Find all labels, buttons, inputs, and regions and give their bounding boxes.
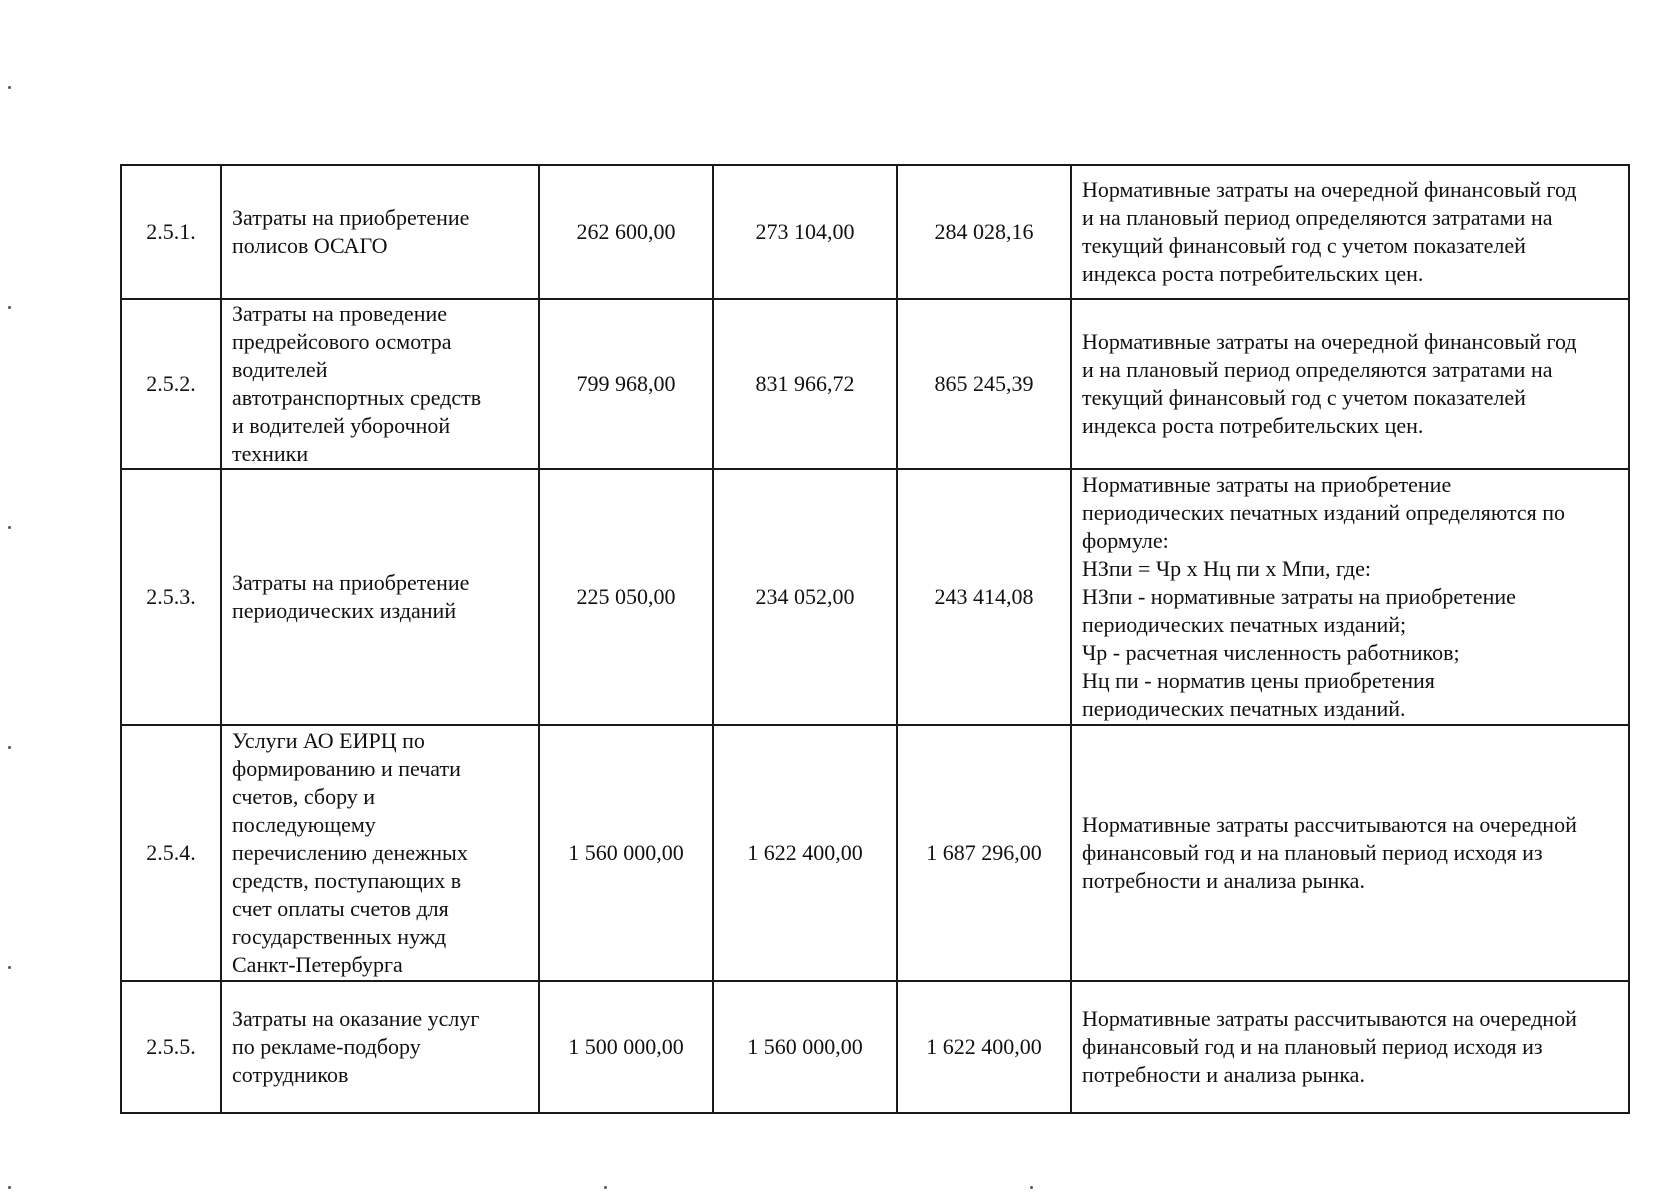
scan-speck <box>8 306 11 309</box>
justification-cell <box>1071 725 1629 981</box>
amount-year-2-cell: 831 966,72 <box>713 299 897 469</box>
table-row <box>121 165 1629 299</box>
item-number-cell: 2.5.5. <box>121 981 221 1113</box>
scan-speck <box>8 966 11 969</box>
justification-line: периодических печатных изданий. <box>1082 696 1406 721</box>
scan-speck <box>8 1186 11 1189</box>
item-name-line: Затраты на оказание услуг <box>232 1006 480 1031</box>
justification-line: индекса роста потребительских цен. <box>1082 261 1424 286</box>
item-name-cell <box>221 725 539 981</box>
item-name-cell <box>221 469 539 725</box>
table-body <box>121 165 1629 1113</box>
item-name-line: последующему <box>232 812 376 837</box>
amount-year-1-cell: 799 968,00 <box>539 299 713 469</box>
justification-line: Нормативные затраты рассчитываются на очередной <box>1082 1006 1577 1031</box>
amount-year-3-cell: 243 414,08 <box>897 469 1071 725</box>
justification-line: периодических печатных изданий определяются по <box>1082 500 1566 525</box>
justification-line: потребности и анализа рынка. <box>1082 868 1365 893</box>
amount-year-1-cell: 262 600,00 <box>539 165 713 299</box>
scan-speck <box>8 526 11 529</box>
item-name-cell <box>221 299 539 469</box>
cost-table <box>120 164 1630 1114</box>
table-row <box>121 299 1629 469</box>
item-name-line: Затраты на проведение <box>232 301 448 326</box>
amount-year-1-cell: 1 560 000,00 <box>539 725 713 981</box>
item-name-line: водителей <box>232 357 328 382</box>
justification-cell <box>1071 469 1629 725</box>
item-number-cell: 2.5.1. <box>121 165 221 299</box>
item-name-line: формированию и печати <box>232 756 461 781</box>
justification-line: НЗпи - нормативные затраты на приобретение <box>1082 584 1516 609</box>
item-name-line: счетов, сбору и <box>232 784 376 809</box>
justification-line: формуле: <box>1082 528 1169 553</box>
amount-year-2-cell: 234 052,00 <box>713 469 897 725</box>
item-name-line: Санкт-Петербурга <box>232 952 403 977</box>
item-number-cell: 2.5.3. <box>121 469 221 725</box>
item-name-line: и водителей уборочной <box>232 413 451 438</box>
item-name-cell <box>221 165 539 299</box>
item-name-line: по рекламе-подбору <box>232 1034 421 1059</box>
item-name-cell <box>221 981 539 1113</box>
item-name-line: Затраты на приобретение <box>232 570 470 595</box>
amount-year-3-cell: 865 245,39 <box>897 299 1071 469</box>
justification-line: текущий финансовый год с учетом показателей <box>1082 385 1526 410</box>
justification-line: периодических печатных изданий; <box>1082 612 1407 637</box>
justification-line: Нц пи - норматив цены приобретения <box>1082 668 1435 693</box>
item-name-line: сотрудников <box>232 1062 349 1087</box>
justification-line: Чр - расчетная численность работников; <box>1082 640 1460 665</box>
scan-speck <box>1030 1186 1033 1189</box>
justification-cell <box>1071 165 1629 299</box>
amount-year-3-cell: 1 687 296,00 <box>897 725 1071 981</box>
justification-cell <box>1071 299 1629 469</box>
justification-line: потребности и анализа рынка. <box>1082 1062 1365 1087</box>
justification-line: текущий финансовый год с учетом показателей <box>1082 233 1526 258</box>
item-name-line: предрейсового осмотра <box>232 329 452 354</box>
item-name-line: периодических изданий <box>232 598 457 623</box>
item-name-line: техники <box>232 441 309 466</box>
scan-speck <box>604 1186 607 1189</box>
amount-year-2-cell: 273 104,00 <box>713 165 897 299</box>
justification-line: Нормативные затраты на очередной финансовый год <box>1082 329 1577 354</box>
item-number-cell: 2.5.2. <box>121 299 221 469</box>
item-name-line: перечислению денежных <box>232 840 468 865</box>
item-name-line: средств, поступающих в <box>232 868 462 893</box>
justification-line: Нормативные затраты на очередной финансовый год <box>1082 177 1577 202</box>
item-number-cell: 2.5.4. <box>121 725 221 981</box>
justification-line: Нормативные затраты рассчитываются на очередной <box>1082 812 1577 837</box>
table-row <box>121 469 1629 725</box>
justification-cell <box>1071 981 1629 1113</box>
item-name-line: счет оплаты счетов для <box>232 896 449 921</box>
amount-year-2-cell: 1 622 400,00 <box>713 725 897 981</box>
justification-line: индекса роста потребительских цен. <box>1082 413 1424 438</box>
item-name-line: автотранспортных средств <box>232 385 482 410</box>
justification-line: финансовый год и на плановый период исходя из <box>1082 1034 1543 1059</box>
table-row <box>121 981 1629 1113</box>
item-name-line: полисов ОСАГО <box>232 233 388 258</box>
justification-line: и на плановый период определяются затратами на <box>1082 205 1553 230</box>
justification-line: НЗпи = Чр х Нц пи х Мпи, где: <box>1082 556 1371 581</box>
scan-speck <box>8 746 11 749</box>
item-name-line: государственных нужд <box>232 924 447 949</box>
amount-year-1-cell: 225 050,00 <box>539 469 713 725</box>
amount-year-3-cell: 1 622 400,00 <box>897 981 1071 1113</box>
item-name-line: Услуги АО ЕИРЦ по <box>232 728 425 753</box>
item-name-line: Затраты на приобретение <box>232 205 470 230</box>
amount-year-1-cell: 1 500 000,00 <box>539 981 713 1113</box>
justification-line: финансовый год и на плановый период исходя из <box>1082 840 1543 865</box>
scan-speck <box>8 86 11 89</box>
justification-line: Нормативные затраты на приобретение <box>1082 472 1452 497</box>
table-row <box>121 725 1629 981</box>
amount-year-2-cell: 1 560 000,00 <box>713 981 897 1113</box>
justification-line: и на плановый период определяются затратами на <box>1082 357 1553 382</box>
amount-year-3-cell: 284 028,16 <box>897 165 1071 299</box>
